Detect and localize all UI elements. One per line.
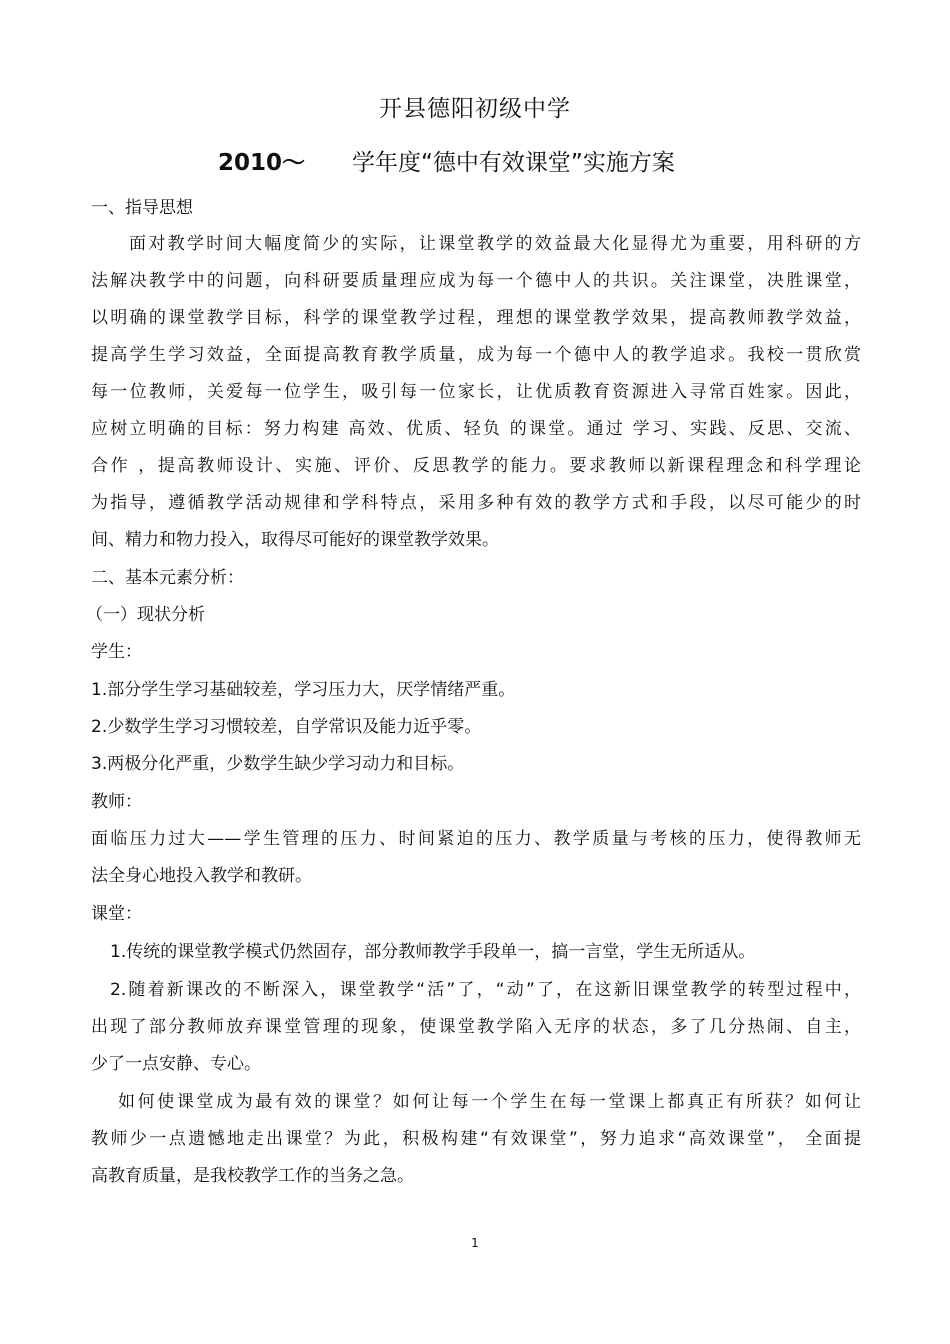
s1-line: 为指导，遵循教学活动规律和学科特点，采用多种有效的教学方式和手段，以尽可能少的时 — [91, 493, 861, 513]
s1-line: 应树立明确的目标：努力构建 高效、优质、轻负 的课堂。通过 学习、实践、反思、交流、 — [91, 419, 861, 439]
title-rest: 学年度“德中有效课堂”实施方案 — [352, 150, 675, 176]
classroom-point-2: 出现了部分教师放弃课堂管理的现象，使课堂教学陷入无序的状态，多了几分热闹、自主， — [91, 1017, 861, 1037]
s1-line: 以明确的课堂教学目标，科学的课堂教学过程，理想的课堂教学效果，提高教师教学效益， — [91, 308, 861, 328]
classroom-point-1: 1.传统的课堂教学模式仍然固存，部分教师教学手段单一，搞一言堂，学生无所适从。 — [110, 942, 756, 962]
teachers-line: 面临压力过大——学生管理的压力、时间紧迫的压力、教学质量与考核的压力，使得教师无 — [91, 829, 861, 849]
s1-line: 合作 ，提高教师设计、实施、评价、反思教学的能力。要求教师以新课程理念和科学理论 — [91, 456, 861, 476]
school-name: 开县德阳初级中学 — [379, 96, 571, 122]
teachers-label: 教师： — [91, 792, 142, 812]
s1-line: 每一位教师，关爱每一位学生，吸引每一位家长，让优质教育资源进入寻常百姓家。因此， — [91, 382, 861, 402]
students-item: 3.两极分化严重，少数学生缺少学习动力和目标。 — [91, 754, 465, 774]
closing-line: 教师少一点遗憾地走出课堂？为此，积极构建“有效课堂”，努力追求“高效课堂”， 全面提 — [91, 1129, 861, 1149]
s1-line: 提高学生学习效益，全面提高教育教学质量，成为每一个德中人的教学追求。我校一贯欣赏 — [91, 345, 861, 365]
page-number: 1 — [471, 1236, 479, 1250]
subsection-heading: （一）现状分析 — [86, 605, 205, 625]
students-item: 1.部分学生学习基础较差，学习压力大，厌学情绪严重。 — [91, 680, 516, 700]
closing-line: 如何使课堂成为最有效的课堂？如何让每一个学生在每一堂课上都真正有所获？如何让 — [118, 1092, 861, 1112]
section-2-heading: 二、基本元素分析： — [91, 568, 244, 588]
students-item: 2.少数学生学习习惯较差，自学常识及能力近乎零。 — [91, 717, 482, 737]
s1-line: 法解决教学中的问题，向科研要质量理应成为每一个德中人的共识。关注课堂，决胜课堂， — [91, 271, 861, 291]
s1-line: 间、精力和物力投入，取得尽可能好的课堂教学效果。 — [91, 530, 499, 550]
s1-line: 面对教学时间大幅度简少的实际，让课堂教学的效益最大化显得尤为重要，用科研的方 — [129, 234, 861, 254]
teachers-line: 法全身心地投入教学和教研。 — [91, 866, 312, 886]
title-year: 2010～ — [218, 150, 306, 176]
closing-line: 高教育质量，是我校教学工作的当务之急。 — [91, 1166, 414, 1186]
students-label: 学生： — [91, 642, 142, 662]
section-1-heading: 一、指导思想 — [91, 198, 193, 218]
classroom-point-2: 少了一点安静、专心。 — [91, 1054, 261, 1074]
classroom-point-2: 2.随着新课改的不断深入，课堂教学“活”了，“动”了，在这新旧课堂教学的转型过程中， — [110, 980, 861, 1000]
classroom-label: 课堂： — [91, 904, 142, 924]
